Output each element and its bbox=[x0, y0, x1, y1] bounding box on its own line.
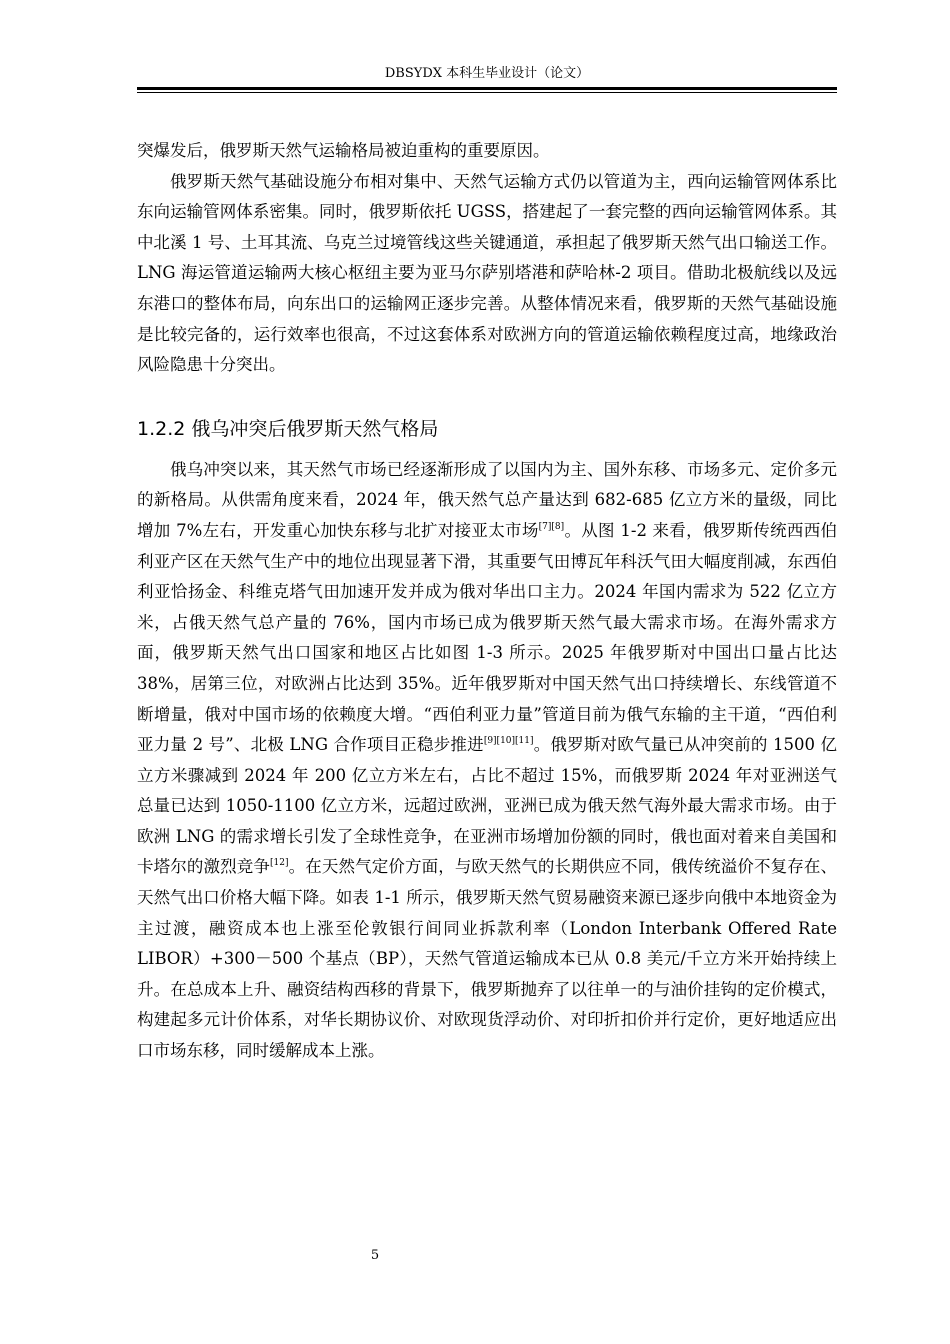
paragraph-continuation: 突爆发后，俄罗斯天然气运输格局被迫重构的重要原因。 bbox=[137, 141, 550, 160]
citation-7-8: [7][8] bbox=[538, 521, 565, 532]
paragraph-market-pattern bbox=[137, 455, 837, 1067]
text-segment: 俄乌冲突以来，其天然气市场已经逐渐形成了以国内为主、国外东移、市场多元、定价多元的新格局。从供需角度来看，2024 年，俄天然气总产量达到 682-685 亿立方米的量级，同比增加 7%左右，开发重心加快东移与北扩对接亚太市场 bbox=[137, 459, 837, 540]
header-rule-thick bbox=[137, 87, 837, 90]
paragraph-infrastructure: 俄罗斯天然气基础设施分布相对集中、天然气运输方式仍以管道为主，西向运输管网体系比东向运输管网体系密集。同时，俄罗斯依托 UGSS，搭建起了一套完整的西向运输管网体系。其中北溪 1 号、土耳其流、乌克兰过境管线这些关键通道，承担起了俄罗斯天然气出口输送工作。LNG 海运管道运输两大核心枢纽主要为亚马尔萨别塔港和萨哈林-2 项目。借助北极航线以及远东港口的整体布局，向东出口的运输网正逐步完善。从整体情况来看，俄罗斯的天然气基础设施是比较完备的，运行效率也很高，不过这套体系对欧洲方向的管道运输依赖程度过高，地缘政治风险隐患十分突出。 bbox=[137, 171, 837, 375]
text-segment: 。在天然气定价方面，与欧天然气的长期供应不同，俄传统溢价不复存在、天然气出口价格大幅下降。如表 1-1 所示，俄罗斯天然气贸易融资来源已逐步向俄中本地资金为主过渡，融资成本也上涨至伦敦银行间同业拆款利率（London Interbank Offered Rate LIBOR）+300－500 个基点（BP），天然气管道运输成本已从 0.8 美元/千立方米开始持续上升。在总成本上升、融资结构西移的背景下，俄罗斯抛弃了以往单一的与油价挂钩的定价模式，构建起多元计价体系，对华长期协议价、对欧现货浮动价、对印折扣价并行定价，更好地适应出口市场东移，同时缓解成本上涨。 bbox=[137, 857, 838, 1061]
header-rule-thin bbox=[137, 92, 837, 93]
citation-12: [12] bbox=[269, 858, 289, 869]
page-body bbox=[137, 136, 837, 1067]
page-number: 5 bbox=[370, 1248, 380, 1263]
text-segment: 。从图 1-2 来看，俄罗斯传统西西伯利亚产区在天然气生产中的地位出现显著下滑，其重要气田博瓦年科沃气田大幅度削减，东西伯利亚恰扬金、科维克塔气田加速开发并成为俄对华出口主力。2024 年国内需求为 522 亿立方米，占俄天然气总产量的 76%，国内市场已成为俄罗斯天然气最大需求市场。在海外需求方面，俄罗斯天然气出口国家和地区占比如图 1-3 所示。2025 年俄罗斯对中国出口量占比达 38%，居第三位，对欧洲占比达到 35%。近年俄罗斯对中国天然气出口持续增长、东线管道不断增量，俄对中国市场的依赖度大增。“西伯利亚力量”管道目前为俄气东输的主干道，“西伯利亚力量 2 号”、北极 LNG 合作项目正稳步推进 bbox=[137, 520, 838, 755]
section-heading: 1.2.2 俄乌冲突后俄罗斯天然气格局 bbox=[137, 417, 439, 440]
running-header: DBSYDX 本科生毕业设计（论文） bbox=[384, 66, 590, 81]
text-segment: 。俄罗斯对欧气量已从冲突前的 1500 亿立方米骤减到 2024 年 200 亿立方米左右，占比不超过 15%，而俄罗斯 2024 年对亚洲送气总量已达到 1050-1100 亿立方米，远超过欧洲，亚洲已成为俄天然气海外最大需求市场。由于欧洲 LNG 的需求增长引发了全球性竞争，在亚洲市场增加份额的同时，俄也面对着来自美国和卡塔尔的激烈竞争 bbox=[137, 735, 837, 877]
citation-9-11: [9][10][11] bbox=[483, 736, 534, 747]
